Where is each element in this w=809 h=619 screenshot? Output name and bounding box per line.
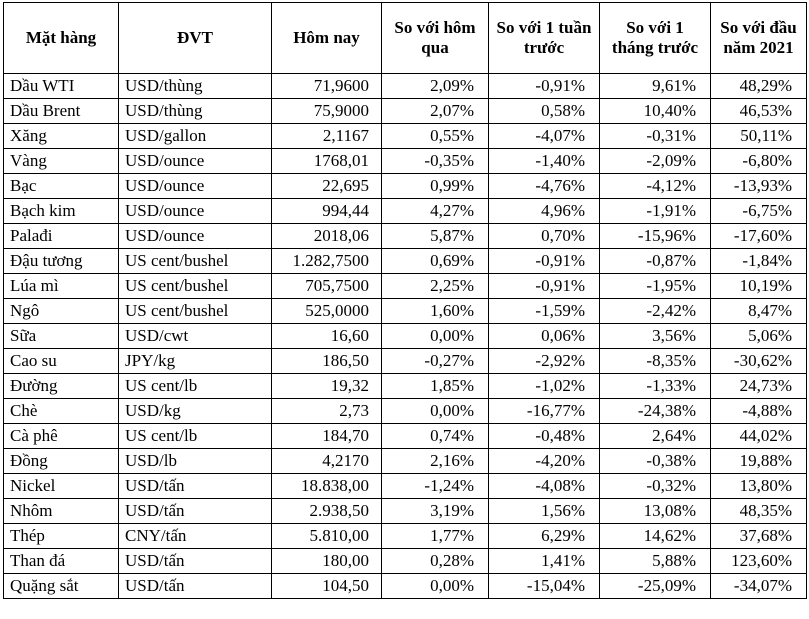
cell-unit: USD/tấn <box>119 574 272 599</box>
cell-vs-yesterday: 2,25% <box>382 274 489 299</box>
cell-vs-week: 0,06% <box>489 324 600 349</box>
cell-vs-yesterday: 0,28% <box>382 549 489 574</box>
cell-unit: CNY/tấn <box>119 524 272 549</box>
cell-item: Cao su <box>4 349 119 374</box>
cell-vs-month: 5,88% <box>600 549 711 574</box>
cell-today: 2.938,50 <box>272 499 382 524</box>
cell-vs-week: -4,07% <box>489 124 600 149</box>
cell-vs-year-start: 48,35% <box>711 499 807 524</box>
cell-today: 2,1167 <box>272 124 382 149</box>
cell-vs-year-start: 24,73% <box>711 374 807 399</box>
table-row <box>4 199 807 224</box>
cell-vs-year-start: 123,60% <box>711 549 807 574</box>
cell-item: Chè <box>4 399 119 424</box>
cell-today: 184,70 <box>272 424 382 449</box>
cell-item: Vàng <box>4 149 119 174</box>
cell-vs-yesterday: 2,09% <box>382 74 489 99</box>
cell-vs-year-start: -4,88% <box>711 399 807 424</box>
cell-vs-month: -15,96% <box>600 224 711 249</box>
cell-vs-yesterday: 1,77% <box>382 524 489 549</box>
cell-vs-month: -0,38% <box>600 449 711 474</box>
header-item: Mặt hàng <box>4 3 119 74</box>
cell-today: 19,32 <box>272 374 382 399</box>
table-row <box>4 474 807 499</box>
cell-today: 180,00 <box>272 549 382 574</box>
table-row <box>4 399 807 424</box>
cell-vs-month: 13,08% <box>600 499 711 524</box>
cell-vs-yesterday: 0,55% <box>382 124 489 149</box>
cell-today: 22,695 <box>272 174 382 199</box>
cell-item: Dầu Brent <box>4 99 119 124</box>
cell-unit: USD/thùng <box>119 74 272 99</box>
cell-vs-month: -1,95% <box>600 274 711 299</box>
cell-vs-week: -4,76% <box>489 174 600 199</box>
cell-item: Dầu WTI <box>4 74 119 99</box>
table-row <box>4 124 807 149</box>
cell-today: 4,2170 <box>272 449 382 474</box>
cell-item: Đậu tương <box>4 249 119 274</box>
cell-unit: USD/tấn <box>119 549 272 574</box>
cell-vs-year-start: 46,53% <box>711 99 807 124</box>
cell-today: 104,50 <box>272 574 382 599</box>
cell-item: Ngô <box>4 299 119 324</box>
header-row <box>4 3 807 74</box>
header-vs-week: So với 1 tuần trước <box>489 3 600 74</box>
cell-unit: USD/thùng <box>119 99 272 124</box>
table-row <box>4 149 807 174</box>
cell-vs-month: -0,31% <box>600 124 711 149</box>
table-row <box>4 449 807 474</box>
cell-vs-week: -4,08% <box>489 474 600 499</box>
cell-vs-year-start: 8,47% <box>711 299 807 324</box>
table-row <box>4 374 807 399</box>
cell-vs-week: -1,59% <box>489 299 600 324</box>
cell-item: Đồng <box>4 449 119 474</box>
cell-vs-year-start: -13,93% <box>711 174 807 199</box>
cell-vs-week: 0,58% <box>489 99 600 124</box>
cell-vs-yesterday: 4,27% <box>382 199 489 224</box>
cell-today: 1768,01 <box>272 149 382 174</box>
cell-vs-month: -0,32% <box>600 474 711 499</box>
cell-vs-month: -0,87% <box>600 249 711 274</box>
cell-item: Nhôm <box>4 499 119 524</box>
cell-today: 5.810,00 <box>272 524 382 549</box>
table-row <box>4 524 807 549</box>
cell-item: Cà phê <box>4 424 119 449</box>
cell-vs-yesterday: 0,69% <box>382 249 489 274</box>
table-row <box>4 549 807 574</box>
cell-vs-month: 2,64% <box>600 424 711 449</box>
cell-today: 994,44 <box>272 199 382 224</box>
cell-vs-month: -2,09% <box>600 149 711 174</box>
header-unit: ĐVT <box>119 3 272 74</box>
cell-unit: US cent/lb <box>119 374 272 399</box>
table-body <box>4 74 807 599</box>
cell-vs-month: -2,42% <box>600 299 711 324</box>
header-vs-yesterday: So với hôm qua <box>382 3 489 74</box>
cell-vs-week: 1,41% <box>489 549 600 574</box>
cell-unit: USD/gallon <box>119 124 272 149</box>
cell-vs-week: -16,77% <box>489 399 600 424</box>
table-row <box>4 249 807 274</box>
cell-vs-week: 6,29% <box>489 524 600 549</box>
cell-vs-yesterday: 1,85% <box>382 374 489 399</box>
table-row <box>4 74 807 99</box>
cell-unit: USD/tấn <box>119 499 272 524</box>
cell-unit: USD/lb <box>119 449 272 474</box>
cell-item: Thép <box>4 524 119 549</box>
commodity-price-table <box>3 2 807 599</box>
cell-vs-yesterday: 5,87% <box>382 224 489 249</box>
table-row <box>4 349 807 374</box>
cell-vs-month: -8,35% <box>600 349 711 374</box>
cell-item: Quặng sắt <box>4 574 119 599</box>
cell-vs-week: 4,96% <box>489 199 600 224</box>
cell-today: 2,73 <box>272 399 382 424</box>
cell-today: 525,0000 <box>272 299 382 324</box>
cell-vs-week: 1,56% <box>489 499 600 524</box>
cell-today: 1.282,7500 <box>272 249 382 274</box>
table-row <box>4 499 807 524</box>
cell-item: Sữa <box>4 324 119 349</box>
cell-vs-year-start: 37,68% <box>711 524 807 549</box>
cell-today: 705,7500 <box>272 274 382 299</box>
cell-vs-year-start: -30,62% <box>711 349 807 374</box>
cell-vs-yesterday: 2,07% <box>382 99 489 124</box>
cell-vs-yesterday: -0,35% <box>382 149 489 174</box>
cell-vs-year-start: -17,60% <box>711 224 807 249</box>
table-row <box>4 274 807 299</box>
table-row <box>4 299 807 324</box>
cell-today: 2018,06 <box>272 224 382 249</box>
cell-unit: USD/ounce <box>119 149 272 174</box>
cell-vs-week: -15,04% <box>489 574 600 599</box>
cell-vs-month: 10,40% <box>600 99 711 124</box>
cell-unit: USD/tấn <box>119 474 272 499</box>
cell-item: Đường <box>4 374 119 399</box>
cell-vs-week: 0,70% <box>489 224 600 249</box>
cell-vs-week: -2,92% <box>489 349 600 374</box>
cell-vs-yesterday: 0,99% <box>382 174 489 199</box>
cell-vs-week: -0,91% <box>489 274 600 299</box>
header-vs-year-start: So với đầu năm 2021 <box>711 3 807 74</box>
cell-unit: USD/ounce <box>119 224 272 249</box>
cell-vs-month: -1,33% <box>600 374 711 399</box>
cell-vs-yesterday: 3,19% <box>382 499 489 524</box>
cell-today: 186,50 <box>272 349 382 374</box>
header-today: Hôm nay <box>272 3 382 74</box>
cell-item: Palađi <box>4 224 119 249</box>
cell-vs-week: -1,40% <box>489 149 600 174</box>
cell-vs-year-start: 19,88% <box>711 449 807 474</box>
cell-vs-year-start: 13,80% <box>711 474 807 499</box>
cell-item: Bạc <box>4 174 119 199</box>
cell-vs-yesterday: -0,27% <box>382 349 489 374</box>
cell-unit: USD/ounce <box>119 199 272 224</box>
cell-vs-week: -4,20% <box>489 449 600 474</box>
table-row <box>4 424 807 449</box>
cell-vs-yesterday: 0,74% <box>382 424 489 449</box>
cell-vs-week: -0,91% <box>489 74 600 99</box>
cell-vs-week: -0,91% <box>489 249 600 274</box>
cell-vs-year-start: 10,19% <box>711 274 807 299</box>
cell-vs-year-start: -34,07% <box>711 574 807 599</box>
cell-vs-year-start: 48,29% <box>711 74 807 99</box>
cell-vs-year-start: 5,06% <box>711 324 807 349</box>
cell-today: 75,9000 <box>272 99 382 124</box>
cell-vs-month: -1,91% <box>600 199 711 224</box>
cell-item: Xăng <box>4 124 119 149</box>
cell-vs-month: -4,12% <box>600 174 711 199</box>
cell-today: 16,60 <box>272 324 382 349</box>
cell-unit: US cent/bushel <box>119 299 272 324</box>
cell-vs-week: -0,48% <box>489 424 600 449</box>
cell-item: Bạch kim <box>4 199 119 224</box>
cell-today: 71,9600 <box>272 74 382 99</box>
cell-vs-month: -25,09% <box>600 574 711 599</box>
cell-vs-yesterday: 2,16% <box>382 449 489 474</box>
table-row <box>4 99 807 124</box>
table-header <box>4 3 807 74</box>
cell-vs-year-start: -6,80% <box>711 149 807 174</box>
table-row <box>4 574 807 599</box>
cell-unit: USD/ounce <box>119 174 272 199</box>
cell-vs-yesterday: -1,24% <box>382 474 489 499</box>
cell-unit: US cent/bushel <box>119 274 272 299</box>
table-row <box>4 174 807 199</box>
cell-vs-year-start: 44,02% <box>711 424 807 449</box>
cell-vs-month: 3,56% <box>600 324 711 349</box>
cell-vs-year-start: -1,84% <box>711 249 807 274</box>
cell-unit: USD/kg <box>119 399 272 424</box>
cell-vs-yesterday: 1,60% <box>382 299 489 324</box>
cell-item: Nickel <box>4 474 119 499</box>
cell-vs-week: -1,02% <box>489 374 600 399</box>
cell-vs-yesterday: 0,00% <box>382 574 489 599</box>
cell-item: Than đá <box>4 549 119 574</box>
cell-unit: JPY/kg <box>119 349 272 374</box>
header-vs-month: So với 1 tháng trước <box>600 3 711 74</box>
cell-vs-year-start: -6,75% <box>711 199 807 224</box>
cell-unit: US cent/bushel <box>119 249 272 274</box>
cell-unit: USD/cwt <box>119 324 272 349</box>
cell-vs-month: 14,62% <box>600 524 711 549</box>
cell-vs-yesterday: 0,00% <box>382 324 489 349</box>
cell-item: Lúa mì <box>4 274 119 299</box>
cell-vs-year-start: 50,11% <box>711 124 807 149</box>
table-row <box>4 224 807 249</box>
cell-vs-yesterday: 0,00% <box>382 399 489 424</box>
cell-unit: US cent/lb <box>119 424 272 449</box>
cell-vs-month: 9,61% <box>600 74 711 99</box>
cell-vs-month: -24,38% <box>600 399 711 424</box>
cell-today: 18.838,00 <box>272 474 382 499</box>
table-row <box>4 324 807 349</box>
